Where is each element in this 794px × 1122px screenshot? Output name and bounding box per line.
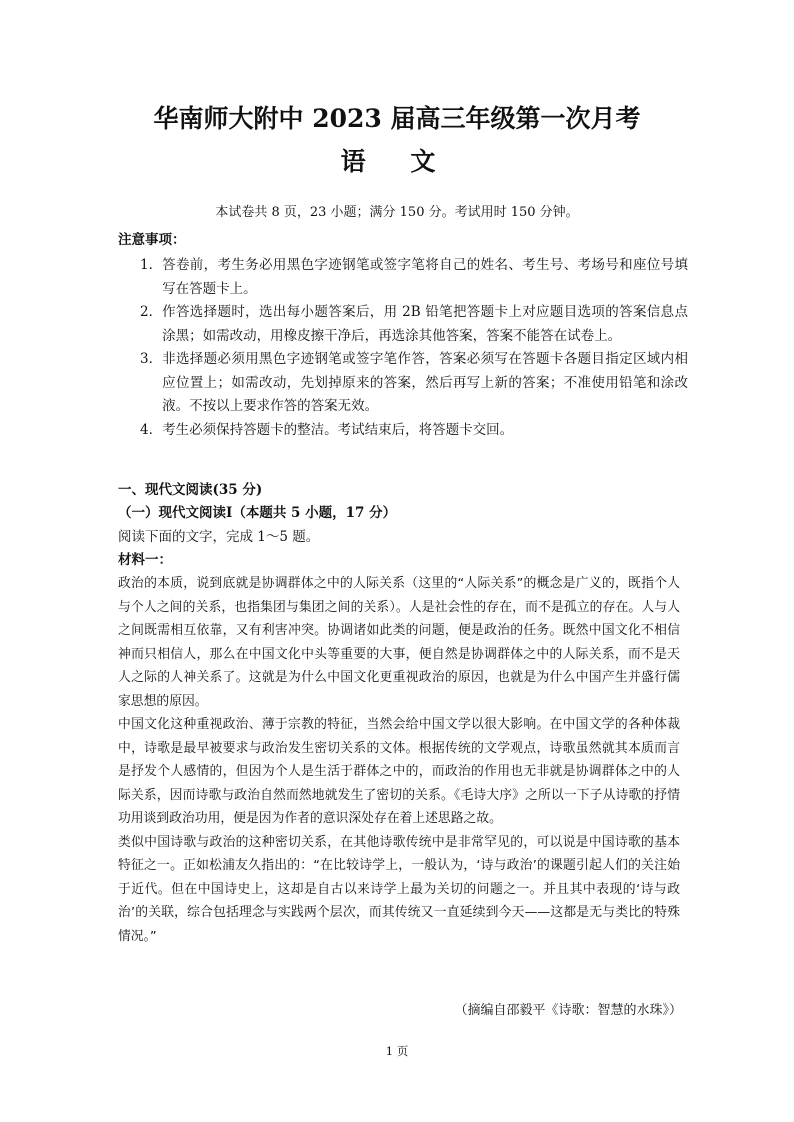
notice-item [140, 301, 688, 348]
notice-item [140, 348, 688, 419]
notice-item-text: 非选择题必须用黑色字迹钢笔或签字笔作答，答案必须写在答题卡各题目指定区域内相应位置上；如需改动，先划掉原来的答案，然后再写上新的答案；不准使用铅笔和涂改液。不按以上要求作答的答案无效。 [162, 351, 688, 414]
section-subtitle: （一）现代文阅读Ⅰ（本题共 5 小题，17 分） [118, 505, 397, 521]
material-label: 材料一： [118, 552, 172, 568]
notice-item-number: 1． [140, 257, 163, 273]
subject-title: 语 文 [340, 147, 454, 176]
notice-heading: 注意事项： [118, 232, 186, 248]
page-number: 1 页 [385, 1044, 409, 1058]
notice-item-text: 作答选择题时，选出每小题答案后，用 2B 铅笔把答题卡上对应题目选项的答案信息点涂黑；如需改动，用橡皮擦干净后，再选涂其他答案，答案不能答在试卷上。 [162, 304, 688, 344]
material-paragraph: 类似中国诗歌与政治的这种密切关系，在其他诗歌传统中是非常罕见的，可以说是中国诗歌的基本特征之一。正如松浦友久指出的：“在比较诗学上，一般认为，‘诗与政治’的课题引起人们的关注始于近代。但在中国诗史上，这却是自古以来诗学上最为关切的问题之一。并且其中表现的‘诗与政治’的关联，综合包括理念与实践两个层次，而其传统又一直延续到今天——这都是无与类比的特殊情况。” [118, 834, 680, 944]
notice-list [140, 254, 688, 442]
notice-item [140, 254, 688, 301]
material-body [118, 572, 680, 948]
notice-item-text: 考生必须保持答题卡的整洁。考试结束后，将答题卡交回。 [162, 421, 514, 438]
notice-item-number: 3． [140, 351, 163, 367]
material-paragraph: 政治的本质，说到底就是协调群体之中的人际关系（这里的“人际关系”的概念是广义的，既指个人与个人之间的关系，也指集团与集团之间的关系）。人是社会性的存在，而不是孤立的存在。人与人之间既需相互依靠，又有利害冲突。协调诸如此类的问题，便是政治的任务。既然中国文化不相信神而只相信人，那么在中国文化中头等重要的大事，便自然是协调群体之中的人际关系，而不是天人之际的人神关系了。这就是为什么中国文化更重视政治的原因，也就是为什么中国产生并盛行儒家思想的原因。 [118, 576, 680, 709]
material-source: （摘编自邵毅平《诗歌：智慧的水珠》） [454, 1003, 682, 1018]
section-instruction: 阅读下面的文字，完成 1～5 题。 [118, 529, 320, 545]
exam-info: 本试卷共 8 页，23 小题；满分 150 分。考试用时 150 分钟。 [215, 205, 579, 220]
notice-item-number: 4． [140, 421, 163, 438]
notice-item [140, 419, 688, 443]
material-paragraph: 中国文化这种重视政治、薄于宗教的特征，当然会给中国文学以很大影响。在中国文学的各种体裁中，诗歌是最早被要求与政治发生密切关系的文体。根据传统的文学观点，诗歌虽然就其本质而言是抒发个人感情的，但因为个人是生活于群体之中的，而政治的作用也无非就是协调群体之中的人际关系，因而诗歌与政治自然而然地就发生了密切的关系。《毛诗大序》之所以一下子从诗歌的抒情功用谈到政治功用，便是因为作者的意识深处存在着上述思路之故。 [118, 717, 680, 826]
notice-item-number: 2． [140, 304, 163, 320]
exam-title: 华南师大附中 2023 届高三年级第一次月考 [153, 104, 641, 133]
notice-item-text: 答卷前，考生务必用黑色字迹钢笔或签字笔将自己的姓名、考生号、考场号和座位号填写在答题卡上。 [162, 257, 688, 297]
section-title: 一、现代文阅读(35 分) [118, 482, 263, 498]
